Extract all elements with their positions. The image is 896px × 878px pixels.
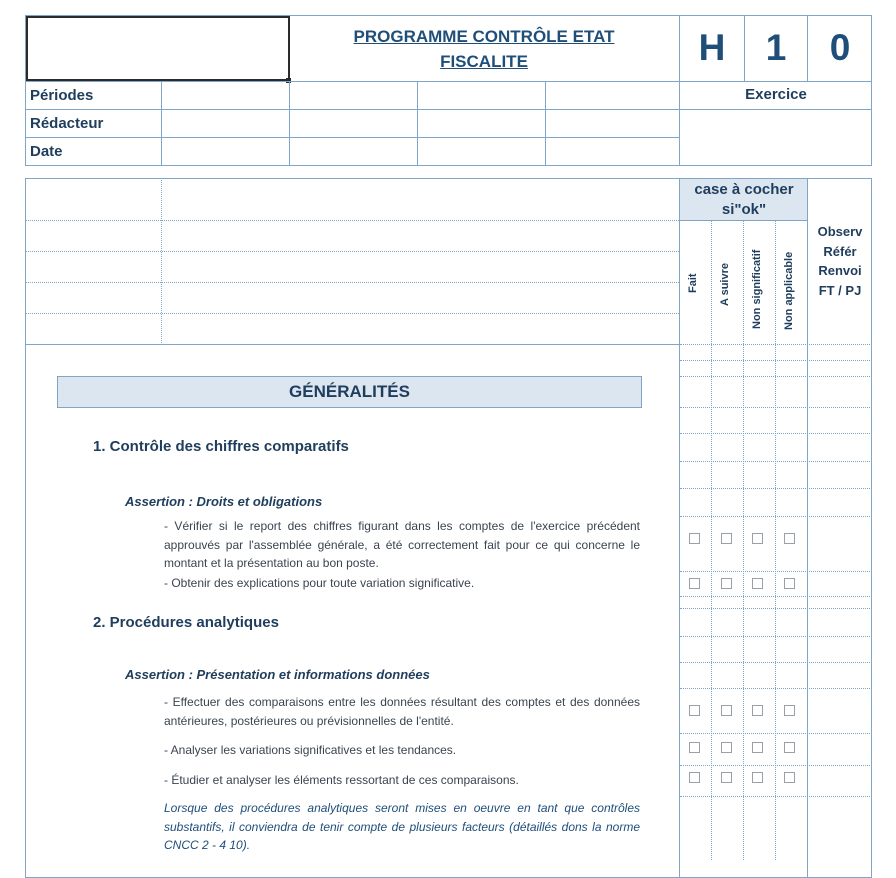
checkbox-a-suivre[interactable]: [721, 578, 732, 589]
logo-box[interactable]: [26, 16, 290, 81]
checkbox-fait[interactable]: [689, 578, 700, 589]
note-2: Lorsque des procédures analytiques seront mises en oeuvre en tant que contrôles substantifs, il conviendra de tenir compte de plusieurs facteurs (détaillés dons la norme CNCC 2 - 4 10).: [164, 801, 640, 852]
checkbox-fait[interactable]: [689, 705, 700, 716]
checkbox-fait[interactable]: [689, 742, 700, 753]
code-letter-2: 1: [765, 27, 787, 68]
section-heading-1: 1. Contrôle des chiffres comparatifs: [93, 438, 349, 455]
checkbox-non-significatif[interactable]: [752, 578, 763, 589]
checkbox-non-significatif[interactable]: [752, 705, 763, 716]
code-letter-1: H: [698, 27, 726, 68]
page-title: PROGRAMME CONTRÔLE ETAT FISCALITE: [353, 27, 615, 71]
checkbox-a-suivre[interactable]: [721, 533, 732, 544]
item-1-1: - Vérifier si le report des chiffres figurant dans les comptes de l'exercice précédent approuvés par l'assemblée générale, a été correctement fait pour ce qui concerne le montant et la présentation au bon poste.: [164, 519, 640, 570]
checkbox-non-applicable[interactable]: [784, 742, 795, 753]
item-1-2: - Obtenir des explications pour toute variation significative.: [164, 576, 475, 590]
section-title: GÉNÉRALITÉS: [289, 382, 410, 401]
row-label-date: Date: [30, 143, 63, 160]
item-2-2: - Analyser les variations significatives et les tendances.: [164, 743, 457, 757]
checkbox-a-suivre[interactable]: [721, 772, 732, 783]
assertion-2: Assertion : Présentation et informations données: [125, 667, 430, 682]
section-heading-2: 2. Procédures analytiques: [93, 614, 279, 631]
checkbox-a-suivre[interactable]: [721, 742, 732, 753]
checkbox-non-applicable[interactable]: [784, 533, 795, 544]
observ-label: Observ Référ Renvoi FT / PJ: [817, 224, 863, 298]
checkbox-non-applicable[interactable]: [784, 705, 795, 716]
checkbox-header-title: case à cocher si"ok": [694, 181, 794, 218]
checkbox-a-suivre[interactable]: [721, 705, 732, 716]
col-fait: Fait: [687, 273, 699, 293]
checkbox-non-applicable[interactable]: [784, 772, 795, 783]
checkbox-fait[interactable]: [689, 772, 700, 783]
code-letter-3: 0: [829, 27, 851, 68]
checkbox-non-significatif[interactable]: [752, 742, 763, 753]
row-label-redacteur: Rédacteur: [30, 115, 104, 132]
assertion-1: Assertion : Droits et obligations: [125, 494, 323, 509]
col-non-applicable: Non applicable: [783, 251, 795, 330]
item-2-3: - Étudier et analyser les éléments ressortant de ces comparaisons.: [164, 773, 519, 787]
checkbox-non-significatif[interactable]: [752, 772, 763, 783]
col-non-significatif: Non significatif: [751, 249, 763, 329]
row-label-periodes: Périodes: [30, 87, 94, 104]
col-a-suivre: A suivre: [719, 262, 731, 306]
exercice-label: Exercice: [745, 86, 807, 103]
checkbox-fait[interactable]: [689, 533, 700, 544]
item-2-1: - Effectuer des comparaisons entre les données résultant des comptes et des données antérieures, postérieures ou prévisionnelles de l'entité.: [164, 695, 640, 728]
checkbox-non-significatif[interactable]: [752, 533, 763, 544]
checkbox-non-applicable[interactable]: [784, 578, 795, 589]
